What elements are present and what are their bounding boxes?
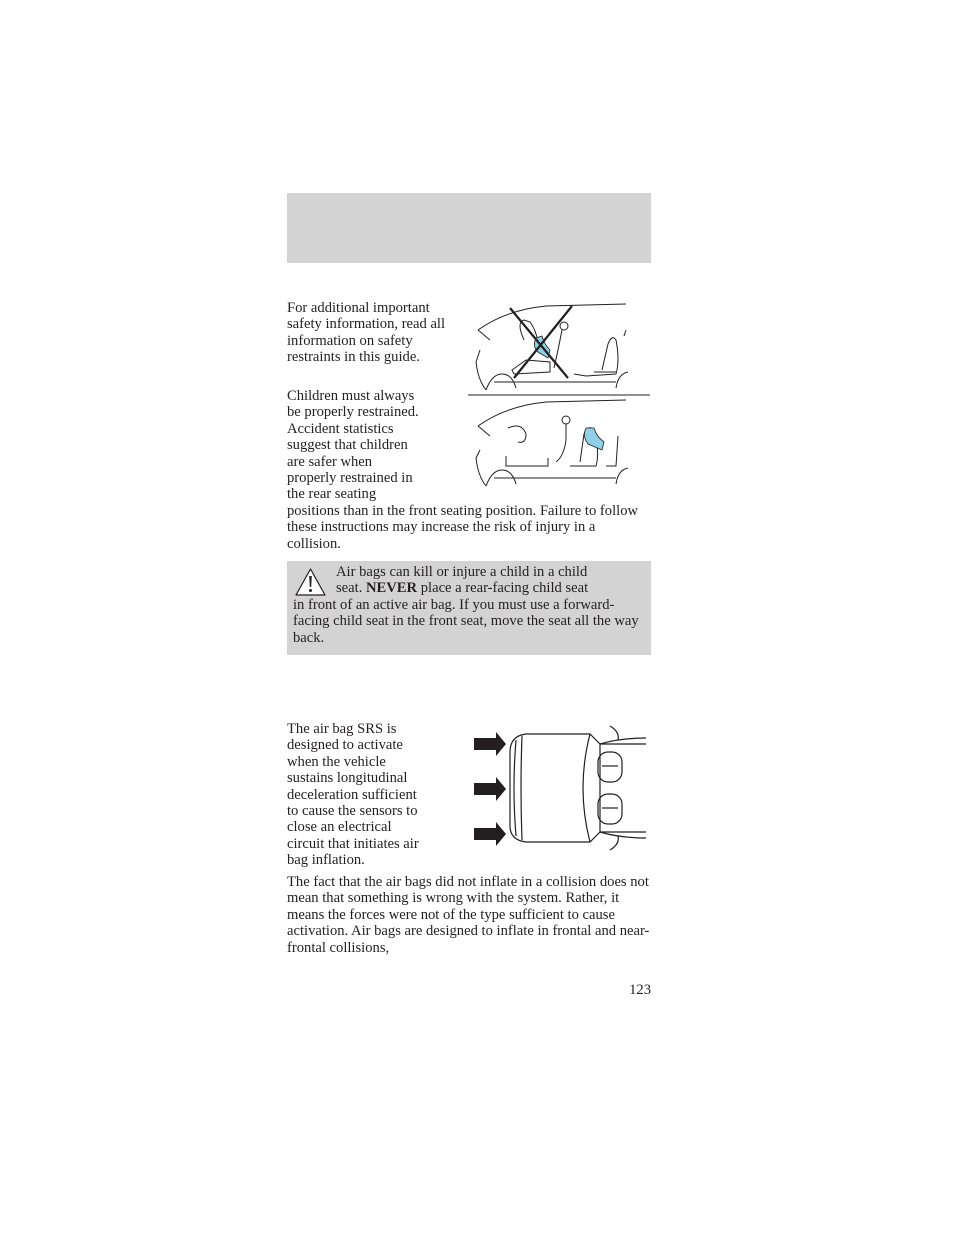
- line: to cause the sensors to: [287, 803, 418, 820]
- section-header-band: [287, 193, 651, 263]
- airbag-inflation-paragraph: [287, 874, 651, 956]
- warning-line: Air bags can kill or injure a child in a child: [336, 564, 588, 580]
- line: when the vehicle: [287, 753, 386, 770]
- line: circuit that initiates air: [287, 835, 419, 852]
- warning-line: seat.: [336, 580, 366, 597]
- children-restraint-paragraph-continued: [287, 503, 651, 552]
- line: sustains longitudinal: [287, 770, 408, 787]
- page-number: 123: [629, 982, 651, 998]
- line: close an electrical: [287, 819, 392, 836]
- car-top-view-frontal-impact-illustration: [470, 722, 650, 854]
- line: the rear seating: [287, 486, 377, 503]
- warning-line: place a rear-facing child seat: [417, 580, 589, 597]
- paragraph-text: For additional important safety information, read all information on safety restraints in this guide.: [287, 300, 446, 366]
- child-seat-icon: [584, 428, 604, 450]
- line: suggest that children: [287, 437, 408, 454]
- child-seat-rear-illustration: [466, 396, 652, 492]
- impact-arrows: [474, 732, 506, 846]
- paragraph-text: The fact that the air bags did not inflate in a collision does not mean that something is wrong with the system. Rather, it means the forces were not of the type sufficient to cause activation. Air bags are designed to inflate in frontal and near-frontal collisions,: [287, 874, 650, 956]
- safety-info-paragraph: [287, 300, 457, 366]
- line: be properly restrained.: [287, 404, 419, 421]
- warning-box: [287, 561, 651, 655]
- line: deceleration sufficient: [287, 786, 417, 803]
- airbag-activation-paragraph: [287, 721, 457, 869]
- line: Accident statistics: [287, 420, 394, 437]
- warning-text: [293, 564, 645, 646]
- child-seat-front-crossed-out-illustration: [466, 300, 652, 396]
- line: are safer when: [287, 453, 373, 470]
- line: bag inflation.: [287, 852, 365, 869]
- line: The air bag SRS is: [287, 721, 397, 737]
- line: Children must always: [287, 388, 415, 404]
- line: properly restrained in: [287, 470, 413, 487]
- warning-line: in front of an active air bag. If you must use a forward-facing child seat in the front seat, move the seat all the way back.: [293, 596, 639, 646]
- children-restraint-paragraph: [287, 388, 457, 503]
- warning-emphasis: NEVER: [366, 580, 418, 597]
- line: designed to activate: [287, 737, 403, 754]
- paragraph-text: positions than in the front seating position. Failure to follow these instructions may increase the risk of injury in a collision.: [287, 503, 639, 552]
